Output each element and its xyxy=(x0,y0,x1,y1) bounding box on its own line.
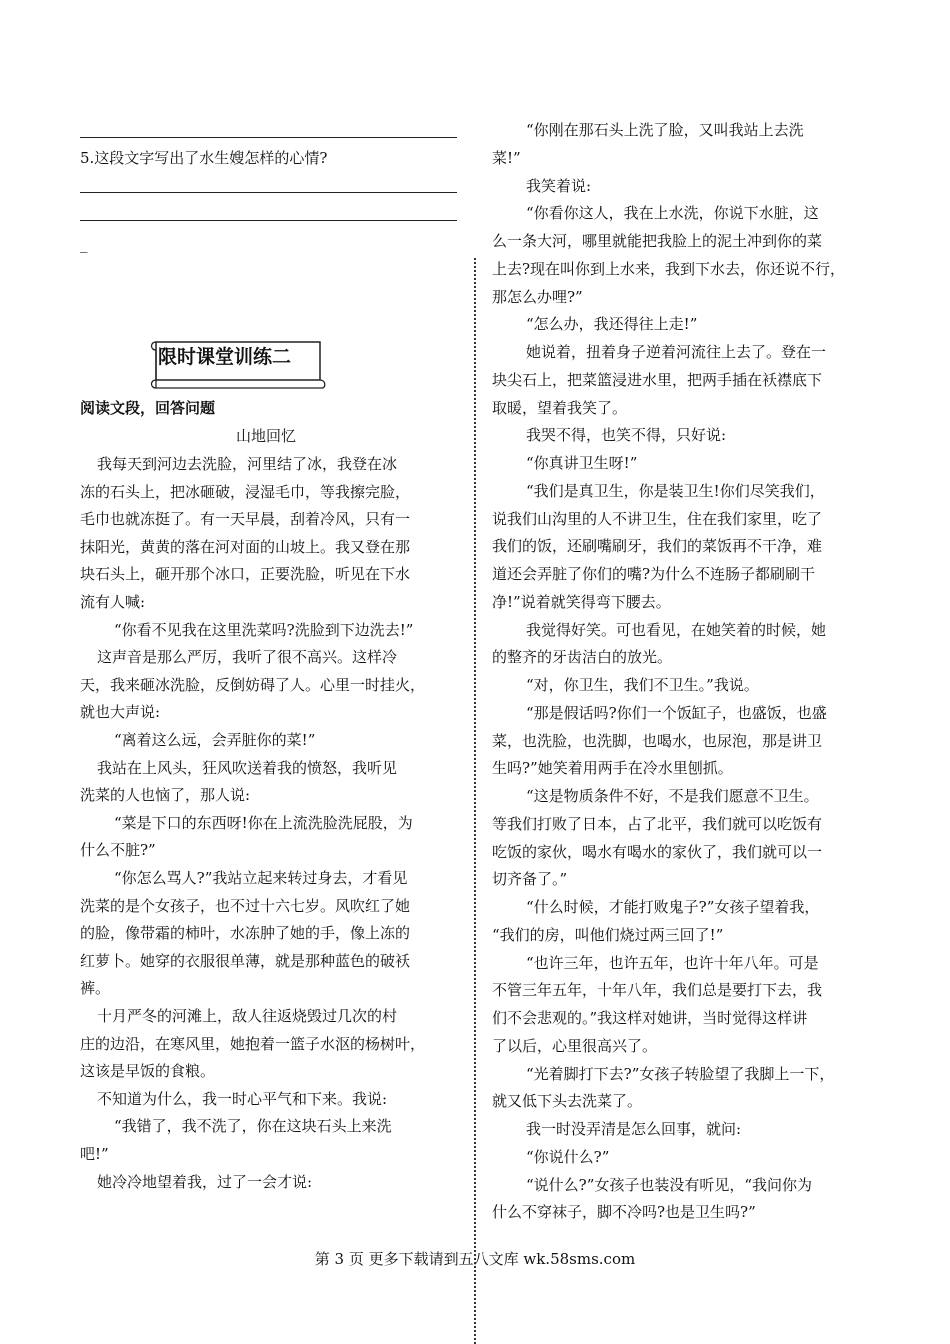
column-divider xyxy=(474,258,476,1344)
passage-line: 我一时没弄清是怎么回事，就问: xyxy=(526,1120,742,1138)
passage-line: 的脸，像带霜的柿叶，水冻肿了她的手，像上冻的 xyxy=(80,924,411,943)
passage-line: 说我们山沟里的人不讲卫生，住在我们家里，吃了 xyxy=(492,509,823,528)
passage-line: “那是假话吗?你们一个饭缸子，也盛饭，也盛 xyxy=(526,703,827,722)
passage-line: 取暖，望着我笑了。 xyxy=(492,398,628,417)
passage-line: “我错了，我不洗了，你在这块石头上来洗 xyxy=(114,1117,392,1136)
passage-line: “说什么?”女孩子也装没有听见，“我问你为 xyxy=(526,1175,813,1194)
passage-line: 块尖石上，把菜篮浸进水里，把两手插在袄襟底下 xyxy=(492,370,823,389)
passage-line: 我每天到河边去洗脸，河里结了冰，我登在冰 xyxy=(97,455,398,473)
passage-line: 净!”说着就笑得弯下腰去。 xyxy=(492,592,671,611)
passage-line: 等我们打败了日本，占了北平，我们就可以吃饭有 xyxy=(492,814,823,833)
question-5: 5.这段文字写出了水生嫂怎样的心情? xyxy=(80,149,328,167)
passage-line: 这该是早饭的食粮。 xyxy=(80,1062,216,1081)
passage-line: 我觉得好笑。可也看见，在她笑着的时候，她 xyxy=(526,620,827,639)
answer-line-1 xyxy=(80,137,457,138)
passage-line: “怎么办，我还得往上走!” xyxy=(526,315,698,334)
passage-line: 裤。 xyxy=(80,979,111,998)
passage-line: 就也大声说: xyxy=(80,703,161,722)
passage-line: “你看你这人，我在上水洗，你说下水脏，这 xyxy=(526,204,819,223)
page-footer: 第 3 页 更多下载请到五八文库 wk.58sms.com xyxy=(314,1250,636,1268)
passage-line: “你真讲卫生呀!” xyxy=(526,454,638,472)
passage-line: 道还会弄脏了你们的嘴?为什么不连肠子都刷刷干 xyxy=(492,565,816,583)
passage-line: 我笑着说: xyxy=(526,176,592,195)
passage-line: “菜是下口的东西呀!你在上流洗脸洗屁股，为 xyxy=(114,813,413,832)
passage-line: 么一条大河，哪里就能把我脸上的泥土冲到你的菜 xyxy=(492,232,823,250)
passage-line: 菜，也洗脸，也洗脚，也喝水，也尿泡，那是讲卫 xyxy=(492,731,823,750)
passage-line: 吃饭的家伙，喝水有喝水的家伙了，我们就可以一 xyxy=(492,842,823,861)
passage-line: 我哭不得，也笑不得，只好说: xyxy=(526,426,727,445)
passage-line: 洗菜的人也恼了，那人说: xyxy=(80,786,251,805)
passage-line: “光着脚打下去?”女孩子转脸望了我脚上一下， xyxy=(526,1064,835,1083)
passage-line: 毛巾也就冻挺了。有一天早晨，刮着冷风，只有一 xyxy=(80,510,411,529)
passage-line: 上去?现在叫你到上水来，我到下水去，你还说不行， xyxy=(492,259,846,278)
answer-dash: _ xyxy=(80,235,88,253)
section-title: 限时课堂训练二 xyxy=(158,346,292,368)
passage-line: 块石头上，砸开那个冰口，正要洗脸，听见在下水 xyxy=(80,565,411,584)
passage-line: “你看不见我在这里洗菜吗?洗脸到下边洗去!” xyxy=(114,620,414,639)
story-title: 山地回忆 xyxy=(236,427,297,445)
passage-line: 吧!” xyxy=(80,1145,109,1163)
passage-line: “这是物质条件不好，不是我们愿意不卫生。 xyxy=(526,787,819,805)
passage-line: 菜!” xyxy=(492,148,521,167)
passage-line: 我站在上风头，狂风吹送着我的愤怒，我听见 xyxy=(97,758,398,777)
passage-line: 不知道为什么，我一时心平气和下来。我说: xyxy=(97,1089,388,1108)
passage-line: 抹阳光，黄黄的落在河对面的山坡上。我又登在那 xyxy=(80,537,411,556)
passage-line: 就又低下头去洗菜了。 xyxy=(492,1092,643,1111)
passage-line: 冻的石头上，把冰砸破，浸湿毛巾，等我擦完脸， xyxy=(80,482,411,501)
passage-line: 生吗?”她笑着用两手在冷水里刨抓。 xyxy=(492,759,733,778)
passage-line: 流有人喊: xyxy=(80,593,146,611)
passage-line: 十月严冬的河滩上，敌人往返烧毁过几次的村 xyxy=(97,1007,398,1025)
passage-line: “你怎么骂人?”我站立起来转过身去，才看见 xyxy=(114,869,408,887)
passage-line: 什么不穿袜子，脚不冷吗?也是卫生吗?” xyxy=(492,1203,756,1222)
passage-line: “也许三年，也许五年，也许十年八年。可是 xyxy=(526,953,819,972)
passage-line: 庄的边沿，在寒风里，她抱着一篮子水沤的杨树叶， xyxy=(80,1034,426,1053)
answer-line-2 xyxy=(80,192,457,193)
passage-line: 切齐备了。” xyxy=(492,870,568,889)
passage-line: 了以后，心里很高兴了。 xyxy=(492,1036,658,1055)
passage-line: 那怎么办哩?” xyxy=(492,287,583,306)
passage-line: “我们是真卫生，你是装卫生!你们尽笑我们， xyxy=(526,481,825,500)
passage-line: “什么时候，才能打败鬼子?”女孩子望着我， xyxy=(526,898,820,916)
instruction: 阅读文段，回答问题 xyxy=(80,399,216,417)
passage-line: 我们的饭，还刷嘴刷牙，我们的菜饭再不干净，难 xyxy=(492,537,823,556)
passage-line: 洗菜的是个女孩子，也不过十六七岁。风吹红了她 xyxy=(80,896,411,915)
passage-line: “对，你卫生，我们不卫生。”我说。 xyxy=(526,676,759,694)
passage-line: “你刚在那石头上洗了脸，又叫我站上去洗 xyxy=(526,121,804,139)
passage-line: 红萝卜。她穿的衣服很单薄，就是那种蓝色的破袄 xyxy=(80,951,411,970)
passage-line: 的整齐的牙齿洁白的放光。 xyxy=(492,648,673,667)
passage-line: 什么不脏?” xyxy=(80,841,156,860)
passage-line: 天，我来砸冰洗脸，反倒妨碍了人。心里一时挂火， xyxy=(80,675,426,694)
passage-line: “离着这么远，会弄脏你的菜!” xyxy=(114,731,316,749)
passage-line: “我们的房，叫他们烧过两三回了!” xyxy=(492,925,724,944)
passage-line: 这声音是那么严厉，我听了很不高兴。这样冷 xyxy=(97,648,398,667)
passage-line: 她说着，扭着身子逆着河流往上去了。登在一 xyxy=(526,343,827,361)
passage-line: 不管三年五年，十年八年，我们总是要打下去，我 xyxy=(492,981,823,1000)
passage-line: “你说什么?” xyxy=(526,1147,610,1166)
answer-line-3 xyxy=(80,220,457,221)
passage-line: 们不会悲观的。”我这样对她讲，当时觉得这样讲 xyxy=(492,1009,808,1027)
passage-line: 她冷冷地望着我，过了一会才说: xyxy=(97,1172,313,1191)
